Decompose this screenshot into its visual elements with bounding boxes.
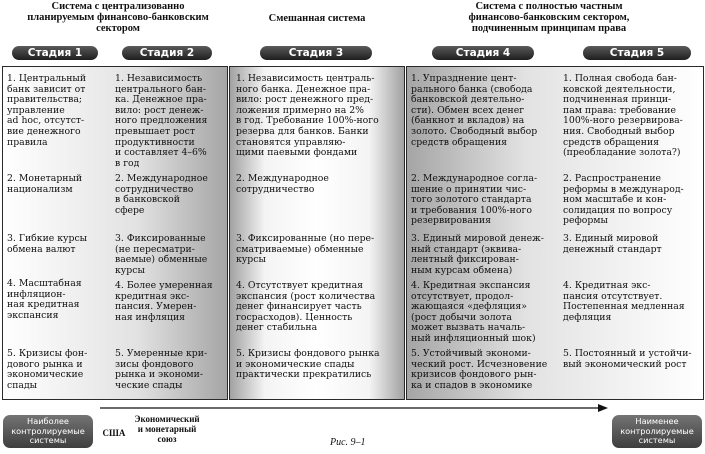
stage-1-item-3: 3. Гибкие курсы обмена валют [7,233,88,255]
stage-2-item-5: 5. Умеренные кри- зисы фондового рынка и экономи- ческие спады [115,348,208,391]
least-controlled-badge: Наименее контролируемые системы [612,415,702,448]
header-mixed-system: Смешанная система [268,13,366,24]
stage-3-label: Стадия 3 [260,46,372,60]
stage-3-item-3: 3. Фиксированные (но пере- сматриваемые) обменные курсы [236,233,375,266]
stage-4-item-3: 3. Единый мировой денеж- ный стандарт (эквива- лентный фиксирован- ным курсам обмена) [411,233,544,276]
figure-caption: Рис. 9–1 [330,437,366,448]
stage-2-item-4: 4. Более умеренная кредитная экс- пансия. Умерен- ная инфляция [115,280,213,323]
stage-4-label: Стадия 4 [432,46,534,60]
eu-label: Экономический и монетарный союз [134,414,200,444]
stage-2-item-2: 2. Международное сотрудничество в банковской сфере [115,173,208,216]
stage-4-item-4: 4. Кредитная экспансия отсутствует, продол- жающаяся «дефляция» (рост добычи золота может вызвать началь- ный инфляционный шок) [411,280,536,344]
stage-1-item-2: 2. Монетарный национализм [7,173,83,195]
stage-1-item-5: 5. Кризисы фон- дового рынка и экономические спады [7,348,88,391]
header-centralized-system: Система с централизованно планируемым финансово-банковским сектором [27,1,209,34]
usa-label: США [102,428,126,438]
stage-4-item-1: 1. Упразднение цент- рального банка (свобода банковской деятельно- сти). Обмен всех денег (банкнот и вкладов) на золото. Свободный выбор средств обращения [411,73,538,148]
stage-1-item-1: 1. Центральный банк зависит от правительства; управление ad hoc, отсутст- вие денежного правила [7,73,87,148]
stage-1-item-4: 4. Масштабная инфляцион- ная кредитная экспансия [7,278,82,321]
stage-3-item-5: 5. Кризисы фондового рынка и экономические спады практически прекратились [236,348,380,381]
stage-5-item-4: 4. Кредитная экс- пансия отсутствует. Постепенная медленная дефляция [563,280,685,323]
most-controlled-badge: Наиболее контролируемые системы [3,415,93,448]
stage-5-label: Стадия 5 [583,46,691,60]
control-arrow [98,401,610,415]
stage-3-item-4: 4. Отсутствует кредитная экспансия (рост количества денег финансирует часть госрасходов). Ценность денег стабильна [236,280,376,334]
stage-5-item-2: 2. Распространение реформы в международ- ном масштабе и кон- солидация по вопросу реформы [563,173,684,227]
stage-1-label: Стадия 1 [12,46,98,60]
stage-5-item-5: 5. Постоянный и устойчи- вый экономический рост [563,348,692,370]
header-private-system: Система с полностью частным финансово-банковским сектором, подчиненным принципам права [468,1,630,34]
stage-2-label: Стадия 2 [122,46,212,60]
stage-2-item-3: 3. Фиксированные (не пересматри- ваемые) обменные курсы [115,233,208,276]
stage-4-item-2: 2. Международное согла- шение о принятии чис- того золотого стандарта и требования 100%-ного резервирования [411,173,538,227]
stage-5-item-3: 3. Единый мировой денежный стандарт [563,233,662,255]
stage-3-item-1: 1. Независимость централь- ного банка. Денежное пра- вило: рост денежного пред- ложения примерно на 2% в год. Требование 100%-ного резерва для банков. Банки становятся управляю- щими паевыми фондами [236,73,379,159]
stage-3-item-2: 2. Международное сотрудничество [236,173,329,195]
stage-5-item-1: 1. Полная свобода бан- ковской деятельности, подчиненная принци- пам права: требование 100%-ного резервирова- ния. Свободный выбор средств обращения (преобладание золота?) [563,73,683,159]
stage-4-item-5: 5. Устойчивый экономи- ческий рост. Исчезновение кризисов фондового рын- ка и спадов в экономике [411,348,548,391]
stage-2-item-1: 1. Независимость центрального бан- ка. Денежное пра- вило: рост денеж- ного предложения превышает рост продуктивности и составляет 4–6% в год [115,73,208,169]
